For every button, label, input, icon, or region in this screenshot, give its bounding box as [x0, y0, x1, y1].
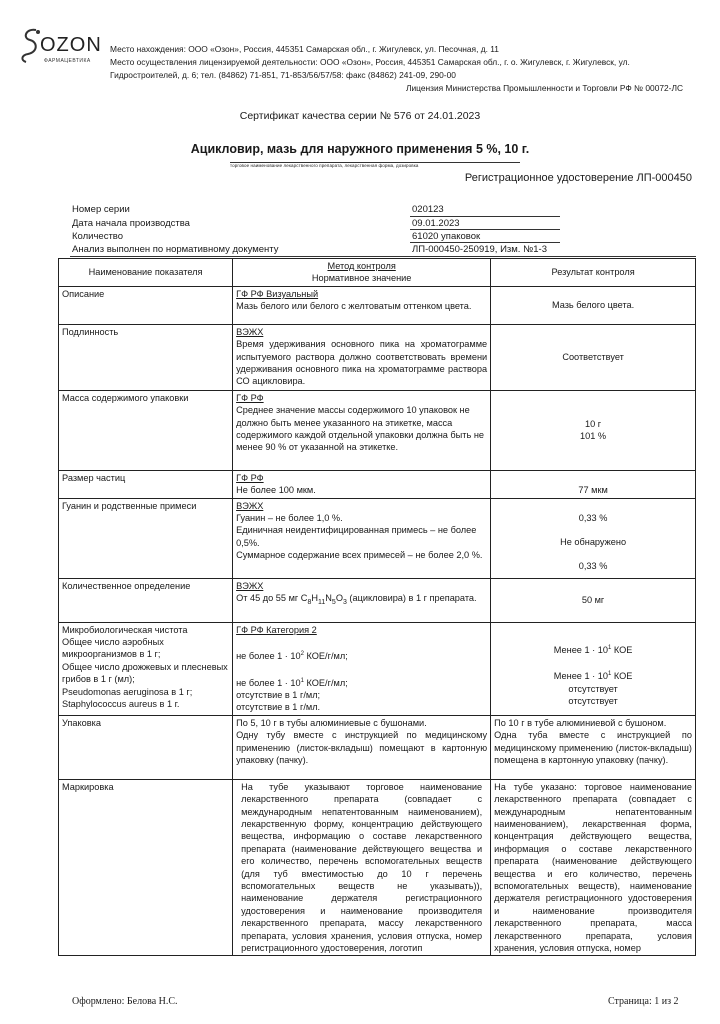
row-result-text: Соответствует [562, 352, 624, 363]
norm-yeast-exp: 1 [300, 677, 304, 684]
row-norm-text: Мазь белого или белого с желтоватым оттенком цвета. [236, 301, 472, 312]
norm-part-b: (ацикловира) в 1 г препарата. [346, 593, 477, 604]
norm-aerobic-exp: 2 [300, 651, 304, 658]
mikro-pseudomonas: Pseudomonas aeruginosa в 1 г; [62, 686, 193, 697]
logo-subtitle: ФАРМАЦЕВТИКА [44, 58, 91, 64]
table-row [59, 578, 696, 622]
result-yeast [494, 668, 692, 682]
mikro-aerobic: Общее число аэробных микроорганизмов в 1 г; [62, 637, 164, 660]
result-tube: По 10 г в тубе алюминиевой с бушоном. [494, 717, 667, 728]
result-aerobic-unit: КОЕ [611, 644, 633, 655]
company-contacts: Гидростроителей, д. 6; тел. (84862) 71-851, 71-853/56/57/58: факс (84862) 241-09, 290-00 [110, 70, 456, 80]
norm-staphylococcus: отсутствие в 1 г/мл. [236, 702, 321, 713]
row-result [491, 715, 696, 779]
result-pseudomonas: отсутствует [568, 683, 618, 694]
formula-h-label: H [311, 593, 318, 604]
row-name [59, 622, 233, 715]
row-norm-single-impurity: Единичная неидентифицированная примесь – не более 0,5%. [236, 525, 477, 548]
result-aerobic [494, 642, 692, 656]
row-norm [233, 578, 491, 622]
row-norm-total-impurity: Суммарное содержание всех примесей – не более 2,0 %. [236, 550, 483, 561]
row-norm [233, 715, 491, 779]
formula-n-label: N [325, 593, 332, 604]
result-aerobic-exp: 1 [607, 644, 612, 651]
table-row [59, 390, 696, 470]
row-result [491, 578, 696, 622]
row-result-total-impurity: 0,33 % [578, 561, 608, 572]
row-result-text: На тубе указано: торговое наименование лекарственного препарата (совпадает с международным непатентованным наименованием), лекарственная форма, концентрация действующего вещества, информация о составе лекарственного препарата (наименование действующего вещества и его количество, перечень вспомогательных веществ), наименование держателя регистрационного удостоверения и наименование производителя лекарственного препарата, масса лекарственного препарата, условия хранения, условия отпуска, номер [494, 781, 692, 954]
table-row [59, 470, 696, 498]
mikro-staphylococcus: Staphylococcus aureus в 1 г. [62, 699, 180, 710]
row-norm [233, 470, 491, 498]
row-method: ВЭЖХ [236, 580, 264, 591]
row-method: ВЭЖХ [236, 500, 264, 511]
company-address: Место нахождения: ООО «Озон», Россия, 445351 Самарская обл., г. Жигулевск, ул. Песочная, д. 11 [110, 44, 499, 54]
footer-page-number: Страница: 1 из 2 [608, 996, 679, 1007]
registration-number: Регистрационное удостоверение ЛП-000450 [464, 172, 692, 184]
row-norm-guanine: Гуанин – не более 1,0 %. [236, 513, 343, 524]
quality-table [58, 258, 696, 956]
row-norm [233, 324, 491, 390]
formula-n-count: 5 [331, 598, 336, 606]
result-yeast-base: Менее 1 · 10 [553, 671, 608, 682]
row-norm [233, 390, 491, 470]
meta-key-date: Дата начала производства [72, 218, 190, 229]
result-yeast-exp: 1 [607, 671, 612, 678]
meta-key-document: Анализ выполнен по нормативному документу [72, 244, 279, 255]
norm-aerobic-base: не более 1 · 10 [236, 651, 301, 662]
norm-aerobic-unit: КОЕ/г/мл; [303, 651, 348, 662]
certificate-title: Сертификат качества серии № 576 от 24.01.2023 [239, 110, 481, 122]
header-method [233, 259, 491, 287]
row-result [491, 286, 696, 324]
row-method: ГФ РФ Визуальный [236, 288, 319, 299]
row-method: ГФ РФ Категория 2 [236, 624, 317, 635]
logo-text: OZON [40, 34, 102, 56]
norm-yeast-base: не более 1 · 10 [236, 677, 301, 688]
result-staphylococcus: отсутствует [568, 695, 618, 706]
meta-value-date: 09.01.2023 [412, 218, 460, 229]
product-subtitle: торговое наименование лекарственного препарата, лекарственная форма, дозировка [230, 162, 520, 168]
table-row [59, 324, 696, 390]
row-result [491, 779, 696, 956]
row-name: Масса содержимого упаковки [59, 390, 233, 470]
row-result-text: 77 мкм [578, 485, 608, 496]
meta-value-series: 020123 [412, 204, 444, 215]
row-result-mass: 10 г [585, 418, 602, 429]
formula-o-count: 3 [342, 598, 347, 606]
norm-pseudomonas: отсутствие в 1 г/мл; [236, 689, 321, 700]
row-result-text: 50 мг [581, 594, 605, 605]
row-name: Количественное определение [59, 578, 233, 622]
mikro-yeast: Общее число дрожжевых и плесневых грибов в 1 г (мл); [62, 661, 228, 685]
row-result [491, 498, 696, 578]
meta-key-series: Номер серии [72, 204, 130, 215]
meta-value-document: ЛП-000450-250919, Изм. №1-3 [412, 244, 547, 255]
row-method: ГФ РФ [236, 392, 264, 403]
product-title: Ацикловир, мазь для наружного применения 5 %, 10 г. [190, 142, 530, 156]
row-norm-text [236, 592, 487, 609]
header-name: Наименование показателя [59, 259, 233, 287]
row-name: Упаковка [59, 715, 233, 779]
row-method: ГФ РФ [236, 472, 264, 483]
row-norm-text: Среднее значение массы содержимого 10 упаковок не должно быть менее указанного на этикетке, масса содержимого каждой отдельной упаковки должна быть не менее 90 % от указанной на этикетке. [236, 405, 485, 453]
formula-o-label: O [335, 593, 343, 604]
table-row [59, 622, 696, 715]
row-name: Маркировка [59, 779, 233, 956]
result-box: Одна туба вместе с инструкцией по медицинскому применению (листок-вкладыш) помещена в картонную упаковку (пачку). [494, 730, 692, 765]
row-norm-text: Не более 100 мкм. [236, 485, 316, 496]
company-license: Лицензия Министерства Промышленности и Торговли РФ № 00072-ЛС [406, 83, 683, 93]
norm-part-a: От 45 до 55 мг C [236, 593, 308, 604]
row-result [491, 324, 696, 390]
row-norm [233, 498, 491, 578]
table-row [59, 498, 696, 578]
row-result-guanine: 0,33 % [578, 512, 608, 523]
row-result-percent: 101 % [580, 431, 607, 442]
header-norm-label: Нормативное значение [311, 273, 412, 284]
norm-aerobic [236, 648, 487, 662]
norm-tube: По 5, 10 г в тубы алюминиевые с бушонами. [236, 717, 427, 728]
footer-prepared-by: Оформлено: Белова Н.С. [72, 996, 178, 1007]
row-method: ВЭЖХ [236, 326, 264, 337]
row-result [491, 470, 696, 498]
formula-h-count: 11 [317, 598, 326, 606]
formula-c-count: 8 [307, 598, 312, 606]
row-norm-text: На тубе указывают торговое наименование лекарственного препарата (совпадает с международным непатентованным наименованием), лекарственную форму, концентрацию действующего вещества, информацию о составе лекарственного препарата (наименование действующего вещества и его количество, перечень вспомогательных веществ (для туб вместимостью до 10 г перечень вспомогательных веществ не указывать)), наименование держателя регистрационного удостоверения и наименование производителя лекарственного препарата, массу лекарственного препарата, условия хранения, условия отпуска, номер регистрационного удостоверения, логотип [241, 781, 483, 954]
row-result [491, 390, 696, 470]
header-result: Результат контроля [491, 259, 696, 287]
row-norm [233, 622, 491, 715]
norm-box: Одну тубу вместе с инструкцией по медицинскому применению (листок-вкладыш) помещают в картонную упаковку (пачку). [236, 730, 488, 765]
row-norm [233, 779, 491, 956]
header-method-label: Метод контроля [327, 261, 396, 271]
norm-yeast-unit: КОЕ/г/мл; [303, 677, 348, 688]
company-activity-place: Место осуществления лицензируемой деятельности: ООО «Озон», Россия, 445351 Самарская обл., г. о. Жигулевск, г. Жигулевск, ул. [110, 57, 630, 67]
row-norm-text: Время удерживания основного пика на хроматограмме испытуемого раствора должно соответствовать времени удерживания основного пика на хроматограмме раствора СО ацикловира. [236, 339, 488, 387]
meta-key-quantity: Количество [72, 231, 124, 242]
row-result-text: Мазь белого цвета. [551, 300, 635, 311]
result-aerobic-base: Менее 1 · 10 [553, 644, 608, 655]
row-result [491, 622, 696, 715]
table-header-row [59, 259, 696, 287]
row-name: Подлинность [59, 324, 233, 390]
row-name: Размер частиц [59, 470, 233, 498]
meta-value-quantity: 61020 упаковок [412, 231, 481, 242]
row-name: Описание [59, 286, 233, 324]
table-row [59, 779, 696, 956]
norm-yeast [236, 675, 487, 689]
table-row [59, 286, 696, 324]
row-norm [233, 286, 491, 324]
result-yeast-unit: КОЕ [611, 671, 633, 682]
table-row [59, 715, 696, 779]
row-name: Гуанин и родственные примеси [59, 498, 233, 578]
row-result-single-impurity: Не обнаружено [560, 537, 627, 548]
mikro-title: Микробиологическая чистота [62, 624, 188, 635]
